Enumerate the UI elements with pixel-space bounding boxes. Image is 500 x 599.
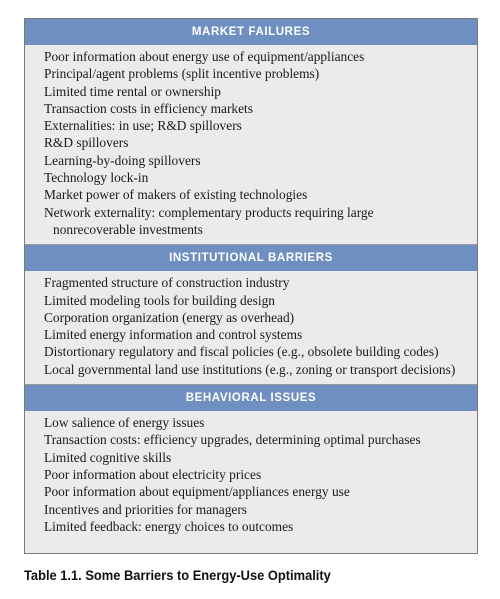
list-item: R&D spillovers [44, 135, 129, 151]
list-item: Fragmented structure of construction industry [44, 275, 290, 291]
list-item: Limited feedback: energy choices to outcomes [44, 518, 294, 534]
list-item: Low salience of energy issues [44, 415, 205, 431]
list-item-line: Network externality: complementary products requiring large [44, 204, 374, 220]
section-header-institutional-barriers: INSTITUTIONAL BARRIERS [25, 245, 477, 271]
list-item: Limited time rental or ownership [44, 83, 222, 99]
list-item: Limited energy information and control systems [44, 327, 303, 343]
list-item: Transaction costs: efficiency upgrades, determining optimal purchases [44, 432, 421, 448]
list-item: Poor information about energy use of equipment/appliances [44, 49, 365, 64]
list-item: Local governmental land use institutions (e.g., zoning or transport decisions) [44, 361, 456, 377]
list-item: Poor information about electricity prices [44, 466, 262, 482]
list-item: Incentives and priorities for managers [44, 501, 248, 517]
list-item: Transaction costs in efficiency markets [44, 100, 253, 116]
table-caption: Table 1.1. Some Barriers to Energy-Use Optimality [24, 567, 331, 583]
list-item: Externalities: in use; R&D spillovers [44, 118, 242, 134]
list-item: Market power of makers of existing technologies [44, 187, 308, 203]
barriers-table [24, 18, 478, 554]
list-item: Poor information about equipment/appliances energy use [44, 484, 350, 500]
list-item: Corporation organization (energy as overhead) [44, 309, 295, 325]
section-body-market-failures [25, 45, 477, 244]
list-item: Distortionary regulatory and fiscal policies (e.g., obsolete building codes) [44, 344, 439, 360]
list-item: Learning-by-doing spillovers [44, 152, 201, 168]
list-item: Limited modeling tools for building design [44, 292, 275, 308]
section-header-behavioral-issues: BEHAVIORAL ISSUES [25, 385, 477, 411]
list-item: Principal/agent problems (split incentive problems) [44, 66, 320, 82]
section-body-institutional-barriers [25, 271, 477, 384]
list-item-multiline [44, 204, 477, 239]
section-header-market-failures: MARKET FAILURES [25, 19, 477, 45]
section-body-behavioral-issues [25, 411, 477, 541]
list-item-continuation: nonrecoverable investments [53, 221, 203, 237]
list-item: Technology lock-in [44, 170, 149, 186]
list-item: Limited cognitive skills [44, 449, 172, 465]
